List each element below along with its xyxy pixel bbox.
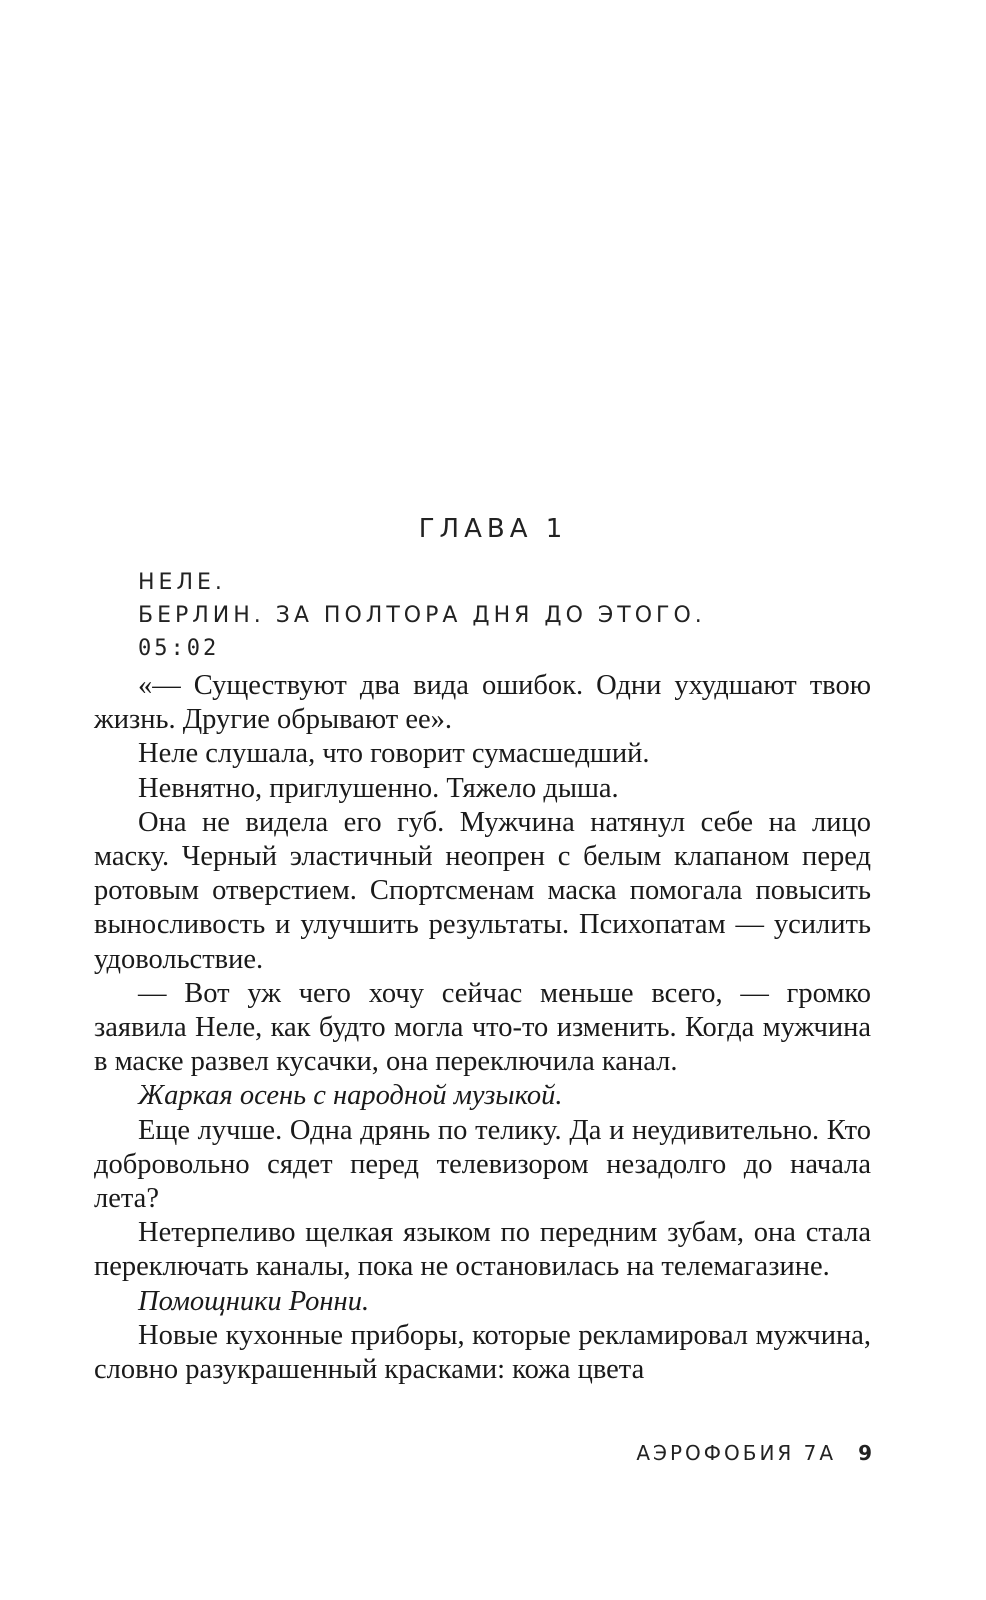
scene-location: БЕРЛИН. ЗА ПОЛТОРА ДНЯ ДО ЭТОГО. (138, 603, 706, 628)
body-text (94, 669, 871, 1387)
paragraph: Невнятно, приглушенно. Тяжело дыша. (138, 772, 619, 804)
paragraph: — Вот уж чего хочу сейчас меньше всего, — громко заявила Неле, как будто могла что-то изменить. Когда мужчина в маске развел кусачки, она переключила канал. (94, 977, 871, 1078)
page-footer (636, 1441, 872, 1465)
paragraph: Нетерпеливо щелкая языком по передним зубам, она стала переключать каналы, пока не остановилась на телемагазине. (94, 1217, 871, 1283)
running-title: АЭРОФОБИЯ 7А (636, 1441, 837, 1465)
paragraph: Еще лучше. Одна дрянь по телику. Да и неудивительно. Кто добровольно сядет перед телевизором незадолго до начала лета? (94, 1114, 871, 1215)
paragraph: Она не видела его губ. Мужчина натянул себе на лицо маску. Черный эластичный неопрен с белым клапаном перед ротовым отверстием. Спортсменам маска помогала повысить выносливость и улучшить результаты. Психопатам — усилить удовольствие. (94, 806, 871, 975)
paragraph: Новые кухонные приборы, которые рекламировал мужчина, словно разукрашенный красками: кожа цвета (94, 1319, 871, 1386)
scene-time: 05:02 (138, 636, 220, 661)
paragraph-italic: Помощники Ронни. (138, 1285, 370, 1317)
paragraph: Неле слушала, что говорит сумасшедший. (138, 738, 650, 770)
scene-character: НЕЛЕ. (138, 570, 226, 595)
page-number: 9 (858, 1441, 872, 1465)
paragraph-italic: Жаркая осень с народной музыкой. (138, 1080, 563, 1112)
scene-heading (138, 566, 706, 665)
paragraph: «— Существуют два вида ошибок. Одни ухудшают твою жизнь. Другие обрывают ее». (94, 670, 871, 736)
chapter-title: ГЛАВА 1 (418, 514, 568, 544)
